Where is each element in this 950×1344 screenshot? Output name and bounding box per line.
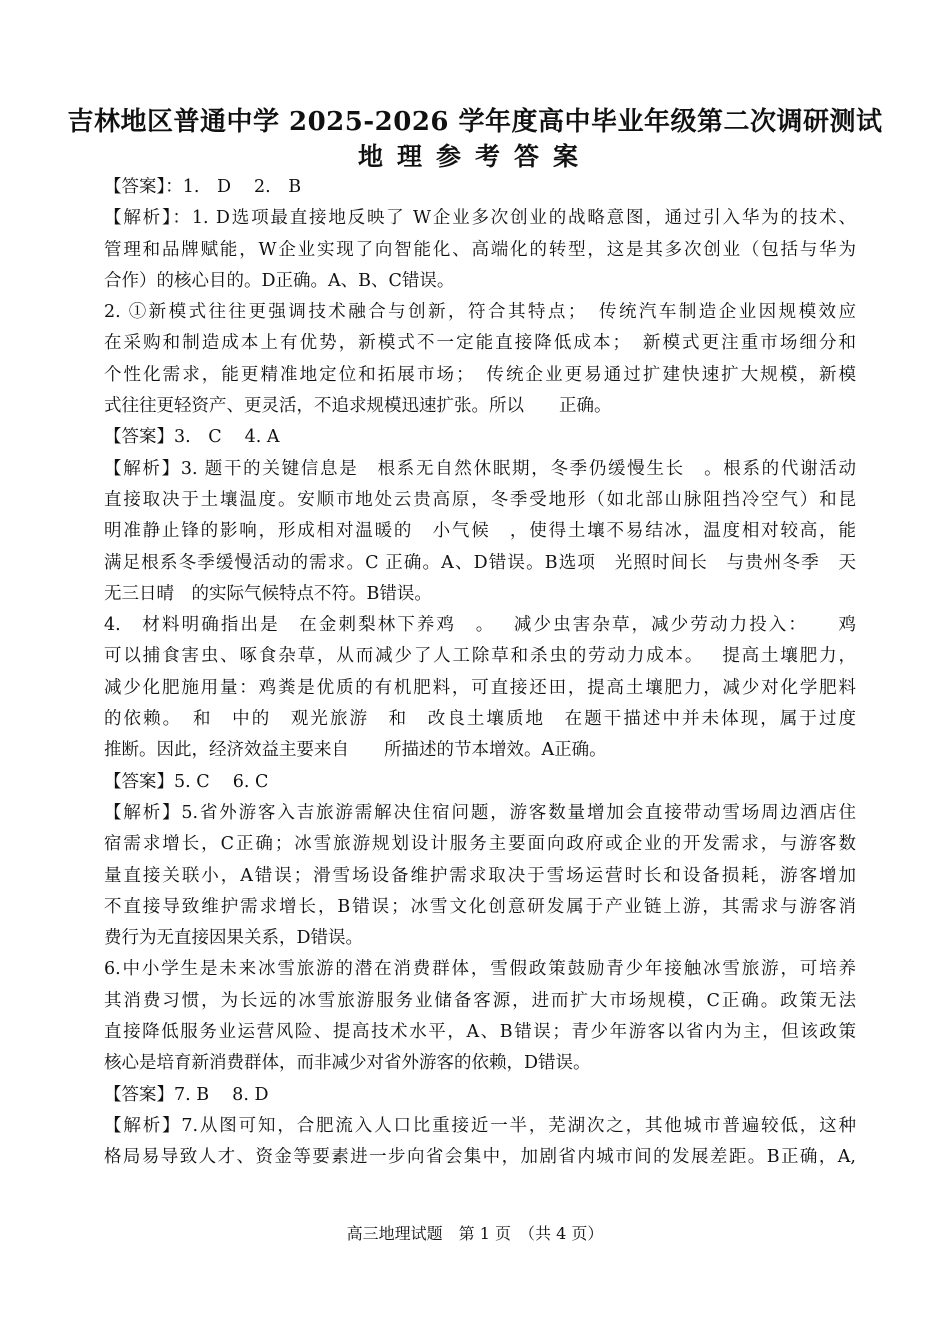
text-line: 明准静止锋的影响，形成相对温暖的 小气候 ，使得土壤不易结冰，温度相对较高，能 bbox=[104, 521, 856, 542]
text-line: 推断。因此，经济效益主要来自 所描述的节本增效。A正确。 bbox=[104, 740, 607, 761]
text-line: 4. 材料明确指出是 在金刺梨林下养鸡 。 减少虫害杂草，减少劳动力投入： 鸡 bbox=[104, 615, 856, 636]
text-line: 【答案】：1. D 2. B bbox=[104, 177, 302, 197]
text-line: 量直接关联小，A错误；滑雪场设备维护需求取决于雪场运营时长和设备损耗，游客增加 bbox=[104, 865, 856, 886]
text-line: 可以捕食害虫、啄食杂草，从而减少了人工除草和杀虫的劳动力成本。 提高土壤肥力， bbox=[104, 646, 856, 667]
text-line: 减少化肥施用量：鸡粪是优质的有机肥料，可直接还田，提高土壤肥力，减少对化学肥料 bbox=[104, 677, 856, 698]
text-line: 6.中小学生是未来冰雪旅游的潜在消费群体，雪假政策鼓励青少年接触冰雪旅游，可培养 bbox=[104, 959, 856, 980]
document-subtitle: 地理参考答案 bbox=[357, 142, 592, 171]
text-line: 2. ①新模式往往更强调技术融合与创新，符合其特点； 传统汽车制造企业因规模效应 bbox=[104, 302, 856, 323]
text-line: 直接取决于土壤温度。安顺市地处云贵高原，冬季受地形（如北部山脉阻挡冷空气）和昆 bbox=[104, 489, 856, 510]
text-line: 【解析】5.省外游客入吉旅游需解决住宿问题，游客数量增加会直接带动雪场周边酒店住 bbox=[104, 802, 856, 823]
answer-body bbox=[104, 172, 856, 1174]
text-line: 合作）的核心目的。D正确。A、B、C错误。 bbox=[104, 270, 455, 291]
document-title: 吉林地区普通中学 2025-2026 学年度高中毕业年级第二次调研测试 bbox=[67, 107, 883, 137]
text-line: 的依赖。 和 中的 观光旅游 和 改良土壤质地 在题干描述中并未体现，属于过度 bbox=[104, 709, 856, 730]
text-line: 直接降低服务业运营风险、提高技术水平，A、B错误；青少年游客以省内为主，但该政策 bbox=[104, 1022, 856, 1043]
text-line: 式往往更轻资产、更灵活，不追求规模迅速扩张。所以 正确。 bbox=[104, 396, 612, 417]
text-line: 核心是培育新消费群体，而非减少对省外游客的依赖，D错误。 bbox=[104, 1053, 591, 1074]
text-line: 【答案】7. B 8. D bbox=[104, 1084, 269, 1105]
text-line: 无三日晴 的实际气候特点不符。B错误。 bbox=[104, 583, 432, 604]
text-line: 【答案】3. C 4. A bbox=[104, 427, 280, 448]
text-line: 不直接导致维护需求增长，B错误；冰雪文化创意研发属于产业链上游，其需求与游客消 bbox=[104, 896, 856, 917]
text-line: 个性化需求，能更精准地定位和拓展市场； 传统企业更易通过扩建快速扩大规模，新模 bbox=[104, 364, 856, 385]
text-line: 【解析】7.从图可知，合肥流入人口比重接近一半，芜湖次之，其他城市普遍较低，这种 bbox=[104, 1115, 856, 1136]
text-line: 满足根系冬季缓慢活动的需求。C 正确。A、D错误。B选项 光照时间长 与贵州冬季 天 bbox=[104, 552, 856, 573]
text-line: 【答案】5. C 6. C bbox=[104, 771, 269, 792]
text-line: 费行为无直接因果关系，D错误。 bbox=[104, 928, 364, 949]
page-footer: 高三地理试题 第 1 页 （共 4 页） bbox=[346, 1224, 604, 1243]
text-line: 【解析】：1. D选项最直接地反映了 W企业多次创业的战略意图，通过引入华为的技术、 bbox=[104, 208, 856, 229]
text-line: 宿需求增长，C正确；冰雪旅游规划设计服务主要面向政府或企业的开发需求，与游客数 bbox=[104, 834, 856, 855]
text-line: 在采购和制造成本上有优势，新模式不一定能直接降低成本； 新模式更注重市场细分和 bbox=[104, 333, 856, 354]
text-line: 【解析】3. 题干的关键信息是 根系无自然休眠期，冬季仍缓慢生长 。根系的代谢活动 bbox=[104, 458, 856, 479]
text-line: 格局易导致人才、资金等要素进一步向省会集中，加剧省内城市间的发展差距。B正确，A, bbox=[104, 1147, 856, 1168]
text-line: 管理和品牌赋能，W企业实现了向智能化、高端化的转型，这是其多次创业（包括与华为 bbox=[104, 239, 856, 260]
text-line: 其消费习惯，为长远的冰雪旅游服务业储备客源，进而扩大市场规模，C正确。政策无法 bbox=[104, 990, 856, 1011]
